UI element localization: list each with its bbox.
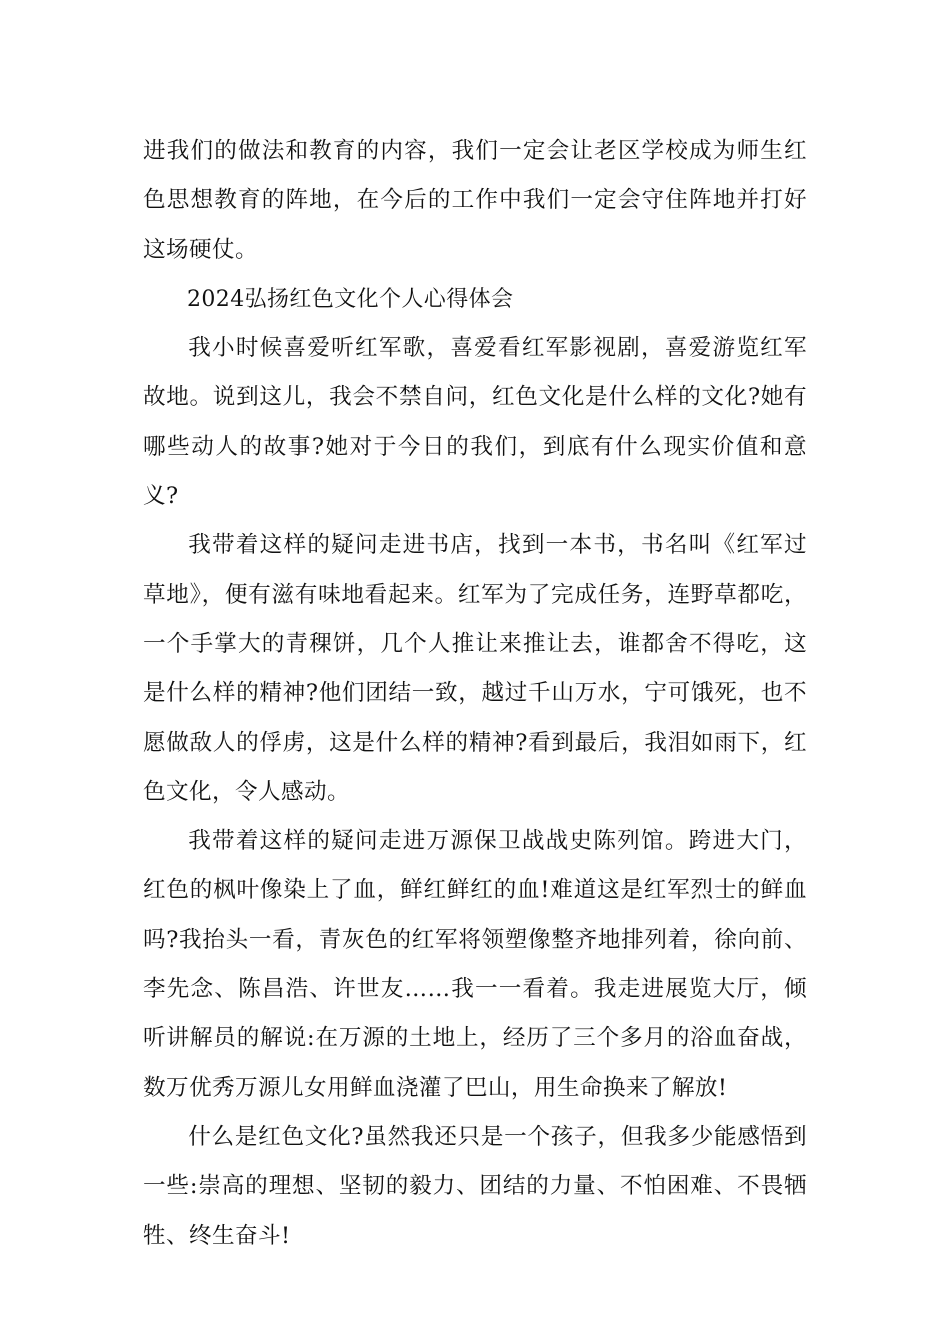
section-title: 2024弘扬红色文化个人心得体会: [187, 286, 514, 312]
document-body: [143, 127, 807, 1261]
body-paragraph-3: 我带着这样的疑问走进万源保卫战战史陈列馆。跨进大门，红色的枫叶像染上了血，鲜红鲜红的血!难道这是红军烈士的鲜血吗?我抬头一看，青灰色的红军将领塑像整齐地排列着，徐向前、李先念、陈昌浩、许世友……我一一看着。我走进展览大厅，倾听讲解员的解说:在万源的土地上，经历了三个多月的浴血奋战，数万优秀万源儿女用鲜血浇灌了巴山，用生命换来了解放!: [143, 828, 807, 1101]
body-paragraph-4: 什么是红色文化?虽然我还只是一个孩子，但我多少能感悟到一些:崇高的理想、坚韧的毅力、团结的力量、不怕困难、不畏牺牲、终生奋斗!: [143, 1123, 807, 1249]
continuation-paragraph: 进我们的做法和教育的内容，我们一定会让老区学校成为师生红色思想教育的阵地，在今后的工作中我们一定会守住阵地并打好这场硬仗。: [143, 138, 807, 263]
body-paragraph-1: 我小时候喜爱听红军歌，喜爱看红军影视剧，喜爱游览红军故地。说到这儿，我会不禁自问，红色文化是什么样的文化?她有哪些动人的故事?她对于今日的我们，到底有什么现实价值和意义?: [143, 335, 807, 510]
body-paragraph-2: 我带着这样的疑问走进书店，找到一本书，书名叫《红军过草地》，便有滋有味地看起来。红军为了完成任务，连野草都吃，一个手掌大的青稞饼，几个人推让来推让去，谁都舍不得吃，这是什么样的精神?他们团结一致，越过千山万水，宁可饿死，也不愿做敌人的俘虏，这是什么样的精神?看到最后，我泪如雨下，红色文化，令人感动。: [143, 532, 807, 805]
